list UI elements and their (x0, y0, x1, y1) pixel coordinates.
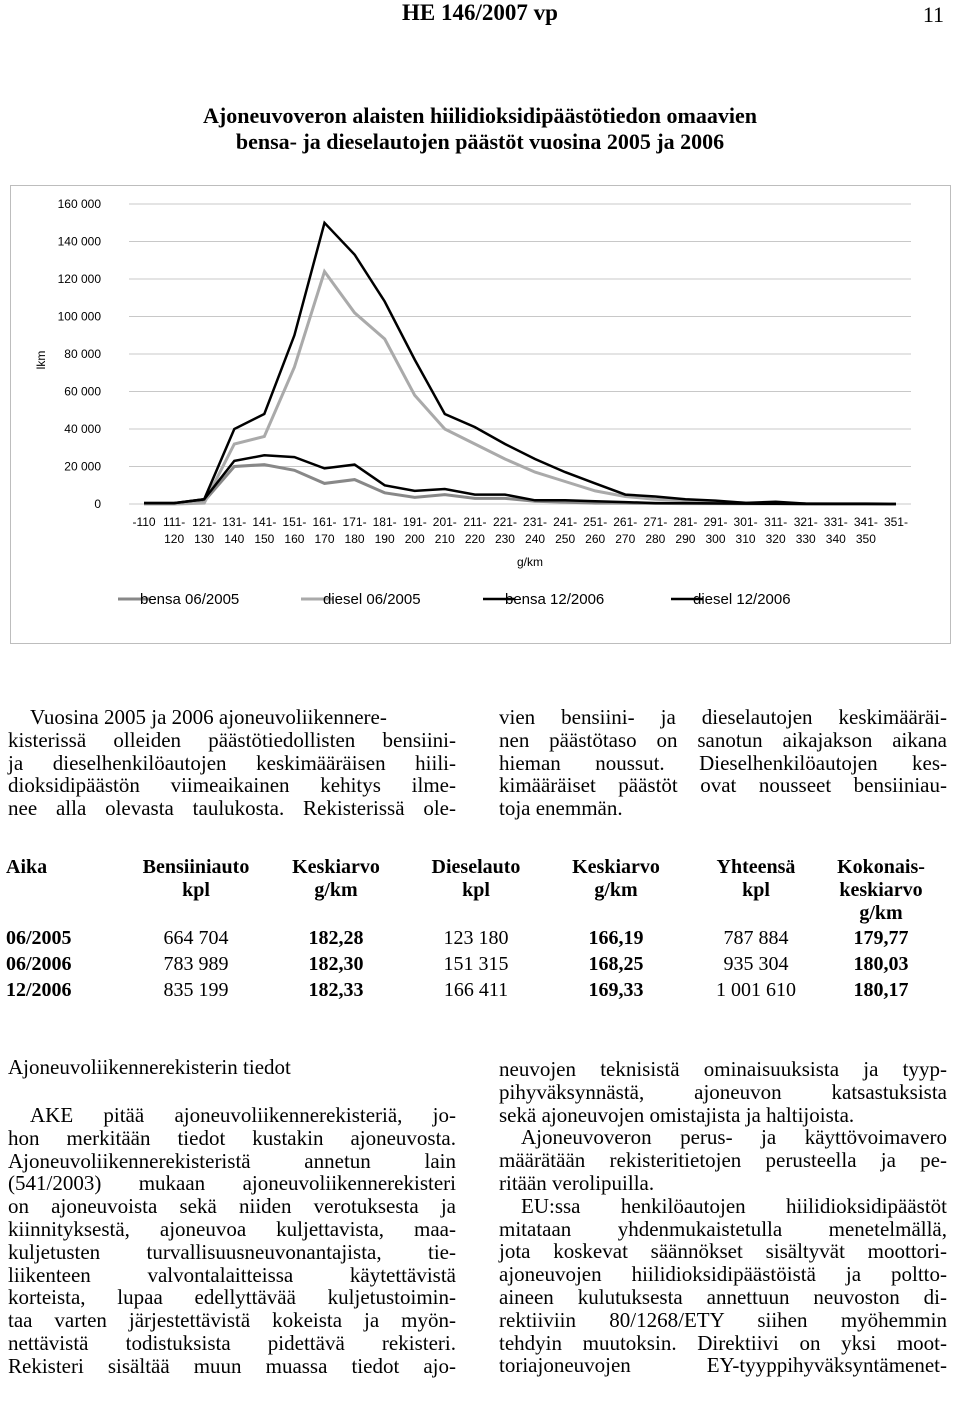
x-tick-label: 210 (434, 532, 455, 546)
x-tick-label: 311- (764, 515, 788, 529)
x-tick-label: 151- (282, 515, 307, 529)
section-right-line: jota koskevat säännökset sisältyvät moottori- (499, 1239, 947, 1264)
table-header-cell: Keskiarvo g/km (292, 856, 380, 901)
x-tick-label: 231- (523, 515, 548, 529)
section-right-line: EU:ssa henkilöautojen hiilidioksidipäästöt (521, 1193, 947, 1218)
section-right-line: rektiiviin 80/1268/ETY siihen myöhemmin (499, 1307, 947, 1332)
x-tick-label: 251- (583, 515, 608, 529)
table-header-cell: Yhteensä kpl (716, 856, 796, 901)
x-tick-label: 111- (162, 515, 186, 529)
x-tick-label: 121- (192, 515, 217, 529)
table-cell: 169,33 (588, 978, 644, 1001)
x-tick-label: 350 (855, 532, 876, 546)
x-tick-label: 141- (252, 515, 277, 529)
page-number: 11 (922, 2, 944, 27)
section-right-line: määrätään rekisteritietojen perusteella ja pe- (499, 1148, 947, 1173)
x-tick-label: 300 (705, 532, 726, 546)
x-tick-label: 181- (372, 515, 397, 529)
x-tick-label: 130 (194, 532, 215, 546)
x-tick-label: 150 (254, 532, 275, 546)
legend-label: bensa 06/2005 (140, 591, 240, 608)
section-left-line: korteista, lupaa edellyttävää kuljetustoimin- (8, 1285, 456, 1310)
table-cell: 783 989 (163, 952, 229, 975)
x-tick-label: 341- (853, 515, 878, 529)
section-right-line: neuvojen teknisistä ominaisuuksista ja tyyp- (499, 1057, 947, 1081)
y-tick-label: 20 000 (64, 459, 101, 474)
table-cell: 787 884 (723, 926, 789, 949)
section-right-line: toriajoneuvojen EY-tyyppihyväksyntämenet- (499, 1353, 947, 1378)
section-right-column (499, 1058, 947, 1377)
emissions-line-chart (11, 186, 950, 643)
table-cell: 935 304 (723, 952, 789, 975)
intro-left-line: ja dieselhenkilöautojen keskimääräisen hiili- (8, 750, 456, 775)
x-tick-label: 281- (673, 515, 698, 529)
table-cell: 06/2006 (6, 952, 72, 975)
series-line-3 (144, 223, 896, 504)
table-cell: 151 315 (443, 952, 509, 975)
table-cell: 180,17 (853, 978, 909, 1001)
document-id: HE 146/2007 vp (402, 0, 558, 25)
intro-left-line: dioksidipäästön viimeaikainen kehitys ilme- (8, 773, 456, 798)
table-cell: 664 704 (163, 926, 229, 949)
section-right-line: pihyväksynnästä, ajoneuvon katsastuksista (499, 1079, 947, 1104)
intro-left-line: Vuosina 2005 ja 2006 ajoneuvoliikennere- (30, 705, 387, 729)
intro-left-line: nee alla olevasta taulukosta. Rekisterissä ole- (8, 796, 456, 821)
table-cell: 166,19 (588, 926, 644, 949)
table-cell: 180,03 (853, 952, 909, 975)
x-tick-label: 271- (643, 515, 668, 529)
x-tick-label: 241- (553, 515, 578, 529)
section-right-line: Ajoneuvoveron perus- ja käyttövoimavero (521, 1125, 947, 1150)
table-cell: 168,25 (588, 952, 644, 975)
legend-label: diesel 06/2005 (323, 591, 421, 608)
section-right-line: mitataan yhdenmukaistetulla menetelmällä, (499, 1216, 947, 1241)
x-tick-label: 270 (615, 532, 636, 546)
intro-right-line: nen päästötaso on sanotun aikajakson aikana (499, 727, 947, 752)
section-left-line: kuljetusten turvallisuusneuvonantajista, tie- (8, 1239, 456, 1264)
x-tick-label: 351- (883, 515, 908, 529)
table-cell: 835 199 (163, 978, 229, 1001)
section-left-line: on ajoneuvoista sekä niiden verotuksesta ja (8, 1194, 456, 1219)
chart-frame (10, 185, 951, 644)
y-tick-label: 100 000 (57, 309, 101, 324)
x-tick-label: 190 (374, 532, 395, 546)
table-row (6, 977, 936, 1003)
table-cell: 06/2005 (6, 926, 72, 949)
section-right-line: aineen kulutuksesta annettuun neuvoston di- (499, 1284, 947, 1309)
intro-right-line: kimääräiset päästöt ovat nousseet bensiiniau- (499, 773, 947, 798)
x-tick-label: 131- (222, 515, 247, 529)
section-title: Ajoneuvoliikennerekisterin tiedot (8, 1055, 291, 1079)
section-left-line: liikenteen valvontalaitteissa käytettävistä (8, 1262, 456, 1287)
x-tick-label: 250 (555, 532, 576, 546)
x-tick-label: 220 (464, 532, 485, 546)
section-left-line: kiinnityksestä, ajoneuvoa kuljettavista, maa- (8, 1216, 456, 1241)
table-cell: 182,30 (308, 952, 364, 975)
table-cell: 179,77 (853, 926, 909, 949)
x-tick-label: 140 (224, 532, 245, 546)
table-header-cell: Kokonais- keskiarvo g/km (837, 856, 925, 924)
y-tick-label: 120 000 (57, 272, 101, 286)
x-tick-label: -110 (132, 515, 156, 529)
table-cell: 1 001 610 (716, 978, 796, 1001)
table-cell: 166 411 (443, 978, 509, 1001)
y-tick-label: 140 000 (57, 234, 101, 249)
x-tick-label: 171- (342, 515, 367, 529)
section-left-line: AKE pitää ajoneuvoliikennerekisteriä, jo- (30, 1103, 456, 1127)
table-header-row (6, 856, 936, 925)
y-tick-label: 0 (94, 497, 101, 511)
chart-title-line: bensa- ja dieselautojen päästöt vuosina 2005 ja 2006 (235, 129, 725, 154)
table-header-cell: Bensiiniauto kpl (142, 856, 250, 901)
x-tick-label: 200 (404, 532, 425, 546)
y-tick-label: 160 000 (57, 197, 101, 211)
intro-right-line: hieman noussut. Dieselhenkilöautojen kes- (499, 750, 947, 775)
intro-right-line: vien bensiini- ja dieselautojen keskimääräi- (499, 705, 947, 729)
section-right-line: ritään verolipuilla. (499, 1170, 655, 1195)
legend-label: diesel 12/2006 (693, 591, 791, 608)
x-tick-label: 280 (645, 532, 666, 546)
x-tick-label: 161- (312, 515, 337, 529)
y-axis-label: lkm (34, 350, 48, 370)
chart-title (0, 103, 960, 155)
x-tick-label: 230 (494, 532, 515, 546)
x-tick-label: 160 (284, 532, 305, 546)
x-tick-label: 211- (463, 515, 487, 529)
section-left-line: taa varten järjestettävistä kokeista ja myön- (8, 1308, 456, 1333)
section-right-line: tehdyin muutoksin. Direktiivi on yksi moot- (499, 1330, 947, 1355)
y-tick-label: 40 000 (64, 422, 101, 436)
table-cell: 182,28 (308, 926, 364, 949)
table-row (6, 951, 936, 977)
x-axis-label: g/km (516, 555, 544, 569)
section-left-line: (541/2003) mukaan ajoneuvoliikennerekisteri (8, 1171, 456, 1196)
x-tick-label: 330 (795, 532, 816, 546)
emissions-table (6, 856, 936, 1003)
x-tick-label: 260 (585, 532, 606, 546)
intro-right-line: toja enemmän. (499, 796, 623, 821)
x-tick-label: 261- (613, 515, 638, 529)
y-tick-label: 80 000 (64, 347, 101, 361)
x-tick-label: 221- (492, 515, 517, 529)
x-tick-label: 201- (432, 515, 457, 529)
chart-title-line: Ajoneuvoveron alaisten hiilidioksidipäästötiedon omaavien (203, 103, 757, 128)
section-right-line: sekä ajoneuvojen omistajista ja haltijoista. (499, 1102, 855, 1127)
section-left-line: Ajoneuvoliikennerekisteristä annetun lain (8, 1148, 456, 1173)
intro-left-line: kisterissä olleiden päästötiedollisten bensiini- (8, 727, 456, 752)
x-tick-label: 120 (164, 532, 185, 546)
x-tick-label: 301- (733, 515, 758, 529)
series-line-4 (144, 455, 896, 504)
x-tick-label: 290 (675, 532, 696, 546)
section-left-line: nettävistä todistuksista pidettävä rekisteri. (8, 1330, 456, 1355)
x-tick-label: 291- (703, 515, 728, 529)
table-cell: 123 180 (443, 926, 509, 949)
section-left-column (8, 1104, 456, 1378)
x-tick-label: 240 (525, 532, 546, 546)
x-tick-label: 310 (735, 532, 756, 546)
x-tick-label: 170 (314, 532, 335, 546)
x-tick-label: 331- (823, 515, 848, 529)
x-tick-label: 320 (765, 532, 786, 546)
x-tick-label: 321- (793, 515, 818, 529)
section-left-line: hon merkitään tiedot kustakin ajoneuvosta. (8, 1125, 456, 1150)
section-left-line: Rekisteri sisältää muun muassa tiedot ajo- (8, 1353, 456, 1378)
table-header-cell: Dieselauto kpl (431, 856, 521, 901)
section-right-line: ajoneuvojen hiilidioksidipäästöistä ja poltto- (499, 1262, 947, 1287)
x-tick-label: 191- (402, 515, 427, 529)
y-tick-label: 60 000 (64, 384, 101, 399)
intro-left-column (8, 706, 456, 820)
intro-right-column (499, 706, 947, 820)
table-header-cell: Keskiarvo g/km (572, 856, 660, 901)
legend-label: bensa 12/2006 (505, 591, 605, 608)
table-cell: 182,33 (308, 978, 364, 1001)
table-header-cell: Aika (6, 856, 48, 878)
x-tick-label: 340 (825, 532, 846, 546)
series-line-2 (144, 272, 896, 505)
x-tick-label: 180 (344, 532, 365, 546)
table-cell: 12/2006 (6, 978, 72, 1001)
table-row (6, 925, 936, 951)
